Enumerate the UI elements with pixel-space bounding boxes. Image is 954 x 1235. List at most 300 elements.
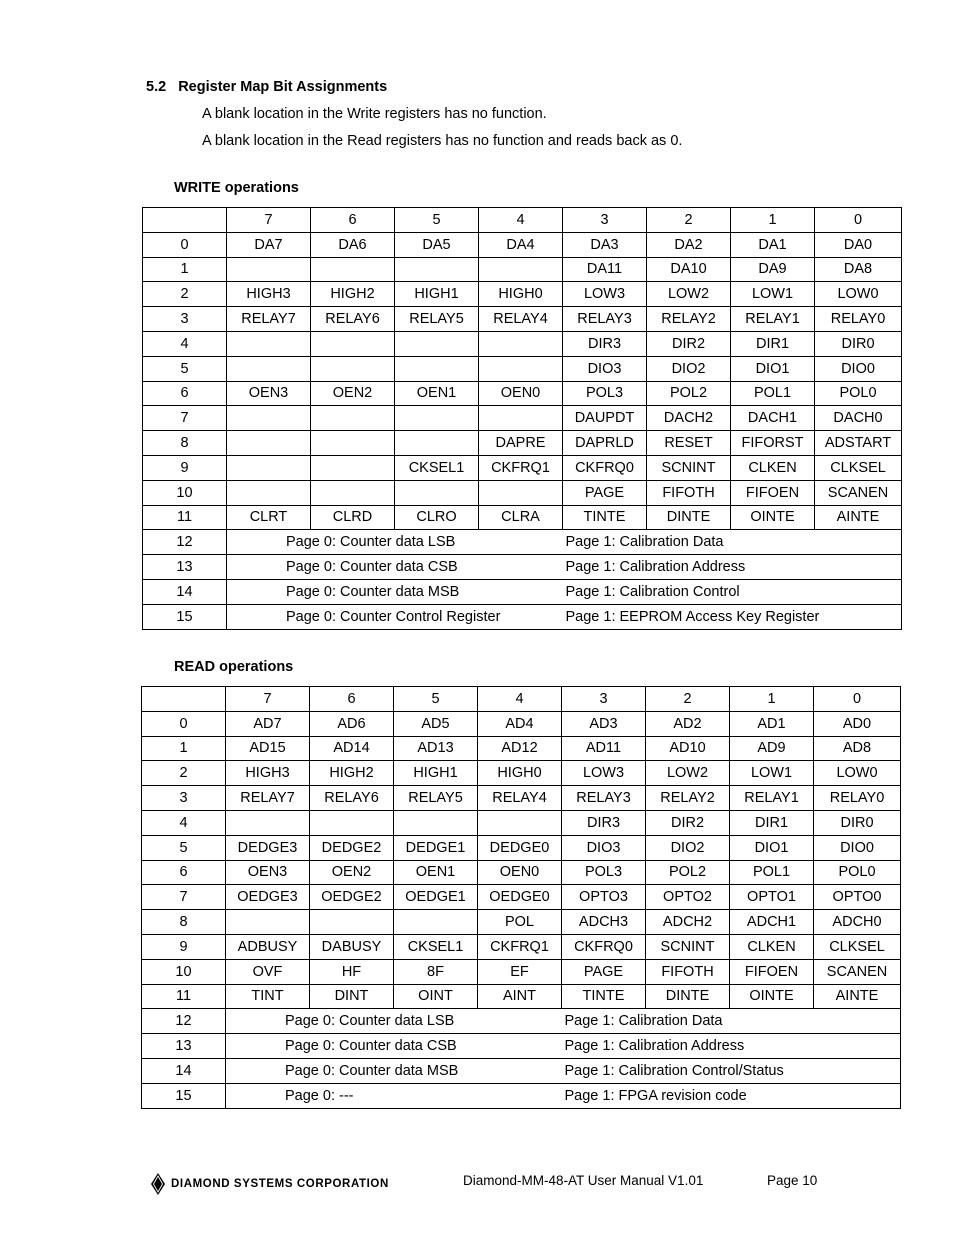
bit-name-cell: ADCH3 — [562, 910, 646, 935]
register-number-cell: 7 — [142, 885, 226, 910]
register-number-cell: 1 — [142, 736, 226, 761]
page-0-description-cell: Page 0: Counter data CSB — [226, 1034, 562, 1059]
bit-name-cell: DAPRE — [479, 431, 563, 456]
bit-name-cell: CLRD — [311, 505, 395, 530]
bit-name-cell: TINT — [226, 984, 310, 1009]
bit-name-cell: FIFOTH — [646, 959, 730, 984]
register-number-cell: 5 — [143, 356, 227, 381]
bit-name-cell: DABUSY — [310, 934, 394, 959]
bit-name-cell: RELAY3 — [562, 786, 646, 811]
bit-name-cell: ADSTART — [815, 431, 902, 456]
page-1-description-cell: Page 1: FPGA revision code — [562, 1083, 901, 1108]
bit-name-cell: CLRA — [479, 505, 563, 530]
bit-header-cell: 4 — [479, 208, 563, 233]
page-1-description-cell: Page 1: Calibration Data — [563, 530, 902, 555]
bit-name-cell: RELAY2 — [646, 786, 730, 811]
bit-name-cell — [227, 257, 311, 282]
bit-name-cell: DINTE — [647, 505, 731, 530]
bit-name-cell: OEN1 — [394, 860, 478, 885]
bit-name-cell — [394, 810, 478, 835]
register-number-cell: 0 — [143, 232, 227, 257]
page-number: Page 10 — [767, 1173, 818, 1188]
register-number-cell: 10 — [142, 959, 226, 984]
bit-name-cell — [394, 910, 478, 935]
bit-name-cell: CKFRQ0 — [562, 934, 646, 959]
manual-title: Diamond-MM-48-AT User Manual V1.01 — [463, 1173, 704, 1188]
register-number-cell: 3 — [143, 307, 227, 332]
bit-name-cell: FIFOTH — [647, 480, 731, 505]
page-1-description-cell: Page 1: Calibration Address — [562, 1034, 901, 1059]
bit-name-cell: AD9 — [730, 736, 814, 761]
bit-name-cell — [311, 406, 395, 431]
bit-name-cell: DA5 — [395, 232, 479, 257]
bit-name-cell: CKSEL1 — [395, 455, 479, 480]
bit-name-cell: OEN0 — [479, 381, 563, 406]
bit-name-cell: DA2 — [647, 232, 731, 257]
bit-name-cell — [310, 910, 394, 935]
table-row — [142, 1058, 901, 1083]
table-row — [143, 579, 902, 604]
bit-name-cell: POL1 — [730, 860, 814, 885]
table-row — [142, 810, 901, 835]
bit-name-cell: DEDGE1 — [394, 835, 478, 860]
register-number-cell: 2 — [142, 761, 226, 786]
table-row — [143, 406, 902, 431]
table-row — [142, 711, 901, 736]
bit-header-cell: 6 — [311, 208, 395, 233]
write-operations-heading: WRITE operations — [174, 180, 299, 196]
bit-name-cell — [227, 431, 311, 456]
bit-name-cell: DACH2 — [647, 406, 731, 431]
register-number-cell: 4 — [142, 810, 226, 835]
bit-name-cell — [311, 455, 395, 480]
table-row — [142, 761, 901, 786]
bit-name-cell: OEN0 — [478, 860, 562, 885]
bit-name-cell — [479, 406, 563, 431]
bit-name-cell: DIO0 — [814, 835, 901, 860]
bit-name-cell: POL0 — [815, 381, 902, 406]
bit-name-cell: AD12 — [478, 736, 562, 761]
bit-name-cell: HIGH3 — [227, 282, 311, 307]
header-corner-cell — [143, 208, 227, 233]
table-header-row — [143, 208, 902, 233]
table-row — [142, 984, 901, 1009]
bit-name-cell: POL3 — [563, 381, 647, 406]
bit-name-cell: DA11 — [563, 257, 647, 282]
bit-name-cell: OPTO3 — [562, 885, 646, 910]
bit-header-cell: 2 — [646, 687, 730, 712]
page-footer — [0, 1171, 954, 1201]
bit-name-cell: RELAY1 — [730, 786, 814, 811]
page-1-description-cell: Page 1: EEPROM Access Key Register — [563, 604, 902, 629]
bit-name-cell — [311, 356, 395, 381]
bit-name-cell — [395, 480, 479, 505]
table-row — [143, 232, 902, 257]
write-note: A blank location in the Write registers has no function. — [202, 106, 547, 122]
bit-name-cell — [395, 257, 479, 282]
bit-name-cell: OPTO2 — [646, 885, 730, 910]
bit-name-cell: PAGE — [563, 480, 647, 505]
bit-name-cell: AD2 — [646, 711, 730, 736]
bit-name-cell: DIO2 — [646, 835, 730, 860]
bit-header-cell: 1 — [731, 208, 815, 233]
register-number-cell: 2 — [143, 282, 227, 307]
bit-name-cell — [395, 406, 479, 431]
table-row — [143, 431, 902, 456]
bit-name-cell: DIO3 — [563, 356, 647, 381]
bit-name-cell — [479, 356, 563, 381]
bit-name-cell: HIGH0 — [479, 282, 563, 307]
bit-name-cell: SCNINT — [646, 934, 730, 959]
bit-name-cell: CKFRQ1 — [479, 455, 563, 480]
table-row — [142, 959, 901, 984]
bit-name-cell: DIR2 — [647, 331, 731, 356]
bit-name-cell: RELAY5 — [394, 786, 478, 811]
bit-name-cell — [479, 480, 563, 505]
bit-name-cell: AD15 — [226, 736, 310, 761]
bit-name-cell: LOW0 — [815, 282, 902, 307]
register-number-cell: 6 — [142, 860, 226, 885]
bit-name-cell: CLKEN — [731, 455, 815, 480]
table-row — [143, 530, 902, 555]
bit-name-cell: DIR1 — [730, 810, 814, 835]
bit-name-cell: OINTE — [731, 505, 815, 530]
table-row — [143, 604, 902, 629]
bit-name-cell: LOW3 — [562, 761, 646, 786]
register-number-cell: 14 — [143, 579, 227, 604]
bit-name-cell: RELAY4 — [478, 786, 562, 811]
bit-name-cell: OEDGE0 — [478, 885, 562, 910]
register-number-cell: 12 — [142, 1009, 226, 1034]
bit-name-cell: TINTE — [562, 984, 646, 1009]
bit-name-cell: HIGH2 — [310, 761, 394, 786]
bit-name-cell: OPTO1 — [730, 885, 814, 910]
register-number-cell: 8 — [142, 910, 226, 935]
register-number-cell: 13 — [142, 1034, 226, 1059]
bit-name-cell — [478, 810, 562, 835]
bit-name-cell: CLRT — [227, 505, 311, 530]
bit-name-cell: SCNINT — [647, 455, 731, 480]
bit-name-cell: TINTE — [563, 505, 647, 530]
bit-name-cell: CLKSEL — [814, 934, 901, 959]
section-number: 5.2 — [146, 79, 167, 95]
bit-name-cell: LOW3 — [563, 282, 647, 307]
page-0-description-cell: Page 0: Counter data LSB — [227, 530, 563, 555]
bit-name-cell: RELAY6 — [311, 307, 395, 332]
bit-name-cell — [479, 331, 563, 356]
register-number-cell: 9 — [142, 934, 226, 959]
bit-name-cell: AD5 — [394, 711, 478, 736]
page-0-description-cell: Page 0: --- — [226, 1083, 562, 1108]
table-row — [143, 505, 902, 530]
bit-name-cell: HIGH0 — [478, 761, 562, 786]
bit-name-cell: AD7 — [226, 711, 310, 736]
bit-name-cell: AINT — [478, 984, 562, 1009]
bit-name-cell: SCANEN — [814, 959, 901, 984]
bit-header-cell: 0 — [814, 687, 901, 712]
table-row — [142, 786, 901, 811]
bit-name-cell — [226, 910, 310, 935]
register-number-cell: 4 — [143, 331, 227, 356]
bit-name-cell: HIGH1 — [394, 761, 478, 786]
bit-name-cell: RELAY5 — [395, 307, 479, 332]
bit-name-cell: DIR3 — [563, 331, 647, 356]
bit-name-cell: OEN2 — [310, 860, 394, 885]
bit-name-cell: OVF — [226, 959, 310, 984]
bit-name-cell: FIFOEN — [731, 480, 815, 505]
bit-name-cell: LOW1 — [730, 761, 814, 786]
bit-name-cell: POL0 — [814, 860, 901, 885]
bit-name-cell — [227, 480, 311, 505]
bit-name-cell: POL2 — [646, 860, 730, 885]
bit-name-cell: LOW2 — [646, 761, 730, 786]
bit-name-cell — [310, 810, 394, 835]
table-row — [142, 910, 901, 935]
bit-name-cell: DA1 — [731, 232, 815, 257]
bit-name-cell — [479, 257, 563, 282]
page-1-description-cell: Page 1: Calibration Address — [563, 555, 902, 580]
bit-name-cell: RELAY0 — [814, 786, 901, 811]
bit-name-cell: AD10 — [646, 736, 730, 761]
bit-name-cell: DA0 — [815, 232, 902, 257]
bit-name-cell: CKFRQ0 — [563, 455, 647, 480]
bit-name-cell: ADCH0 — [814, 910, 901, 935]
bit-name-cell: DA8 — [815, 257, 902, 282]
bit-name-cell: DA4 — [479, 232, 563, 257]
bit-name-cell: DIR1 — [731, 331, 815, 356]
bit-name-cell: AD8 — [814, 736, 901, 761]
bit-name-cell: POL — [478, 910, 562, 935]
bit-header-cell: 5 — [395, 208, 479, 233]
bit-name-cell: DIR2 — [646, 810, 730, 835]
register-number-cell: 14 — [142, 1058, 226, 1083]
bit-name-cell: CLRO — [395, 505, 479, 530]
page-0-description-cell: Page 0: Counter data MSB — [227, 579, 563, 604]
bit-name-cell: DACH0 — [815, 406, 902, 431]
bit-name-cell: RELAY2 — [647, 307, 731, 332]
bit-name-cell: DACH1 — [731, 406, 815, 431]
table-row — [143, 331, 902, 356]
bit-name-cell: DIO1 — [730, 835, 814, 860]
bit-name-cell: OEN3 — [226, 860, 310, 885]
table-row — [142, 934, 901, 959]
table-row — [142, 885, 901, 910]
register-number-cell: 0 — [142, 711, 226, 736]
register-number-cell: 9 — [143, 455, 227, 480]
bit-header-cell: 7 — [227, 208, 311, 233]
bit-name-cell: AD1 — [730, 711, 814, 736]
register-number-cell: 5 — [142, 835, 226, 860]
bit-name-cell — [311, 480, 395, 505]
bit-name-cell: DINT — [310, 984, 394, 1009]
bit-header-cell: 2 — [647, 208, 731, 233]
bit-name-cell: POL1 — [731, 381, 815, 406]
bit-name-cell: OEN1 — [395, 381, 479, 406]
table-row — [143, 257, 902, 282]
page-1-description-cell: Page 1: Calibration Control — [563, 579, 902, 604]
bit-name-cell: DINTE — [646, 984, 730, 1009]
bit-name-cell: AD0 — [814, 711, 901, 736]
bit-name-cell: RELAY7 — [227, 307, 311, 332]
bit-name-cell: DIR3 — [562, 810, 646, 835]
bit-name-cell: DIR0 — [814, 810, 901, 835]
bit-name-cell: DA6 — [311, 232, 395, 257]
bit-header-cell: 4 — [478, 687, 562, 712]
table-row — [143, 282, 902, 307]
table-row — [143, 307, 902, 332]
table-row — [142, 736, 901, 761]
bit-header-cell: 3 — [563, 208, 647, 233]
bit-name-cell: AD3 — [562, 711, 646, 736]
table-row — [143, 381, 902, 406]
bit-header-cell: 1 — [730, 687, 814, 712]
bit-header-cell: 0 — [815, 208, 902, 233]
bit-name-cell: POL3 — [562, 860, 646, 885]
bit-name-cell: FIFOEN — [730, 959, 814, 984]
bit-name-cell: ADCH2 — [646, 910, 730, 935]
bit-name-cell: HIGH2 — [311, 282, 395, 307]
bit-name-cell: AD13 — [394, 736, 478, 761]
bit-name-cell: FIFORST — [731, 431, 815, 456]
register-number-cell: 12 — [143, 530, 227, 555]
bit-name-cell — [227, 356, 311, 381]
bit-name-cell — [227, 455, 311, 480]
table-row — [142, 860, 901, 885]
register-number-cell: 3 — [142, 786, 226, 811]
bit-name-cell: RELAY3 — [563, 307, 647, 332]
bit-name-cell: DIO3 — [562, 835, 646, 860]
page-1-description-cell: Page 1: Calibration Control/Status — [562, 1058, 901, 1083]
table-header-row — [142, 687, 901, 712]
bit-name-cell: AINTE — [814, 984, 901, 1009]
header-corner-cell — [142, 687, 226, 712]
bit-name-cell: AINTE — [815, 505, 902, 530]
bit-name-cell: CLKSEL — [815, 455, 902, 480]
register-number-cell: 7 — [143, 406, 227, 431]
table-row — [143, 455, 902, 480]
bit-header-cell: 3 — [562, 687, 646, 712]
company-name: DIAMOND SYSTEMS CORPORATION — [171, 1178, 389, 1190]
bit-name-cell: OPTO0 — [814, 885, 901, 910]
bit-name-cell: OINT — [394, 984, 478, 1009]
register-number-cell: 11 — [143, 505, 227, 530]
bit-name-cell: ADBUSY — [226, 934, 310, 959]
bit-name-cell — [395, 431, 479, 456]
bit-name-cell: SCANEN — [815, 480, 902, 505]
bit-name-cell: 8F — [394, 959, 478, 984]
bit-name-cell — [226, 810, 310, 835]
company-logo — [151, 1173, 389, 1195]
bit-name-cell: AD4 — [478, 711, 562, 736]
section-title: Register Map Bit Assignments — [178, 79, 388, 95]
bit-name-cell: DEDGE0 — [478, 835, 562, 860]
bit-name-cell: DA7 — [227, 232, 311, 257]
bit-name-cell: OEN3 — [227, 381, 311, 406]
bit-name-cell — [311, 331, 395, 356]
bit-name-cell: CKSEL1 — [394, 934, 478, 959]
bit-name-cell — [227, 331, 311, 356]
register-number-cell: 1 — [143, 257, 227, 282]
bit-name-cell — [227, 406, 311, 431]
bit-name-cell: LOW1 — [731, 282, 815, 307]
bit-name-cell: AD6 — [310, 711, 394, 736]
bit-name-cell — [395, 356, 479, 381]
bit-name-cell: DEDGE3 — [226, 835, 310, 860]
bit-name-cell: RELAY0 — [815, 307, 902, 332]
register-number-cell: 13 — [143, 555, 227, 580]
bit-name-cell: DAPRLD — [563, 431, 647, 456]
bit-header-cell: 6 — [310, 687, 394, 712]
table-row — [142, 835, 901, 860]
bit-name-cell: LOW2 — [647, 282, 731, 307]
bit-name-cell: DIO2 — [647, 356, 731, 381]
register-number-cell: 6 — [143, 381, 227, 406]
register-number-cell: 15 — [142, 1083, 226, 1108]
table-row — [142, 1083, 901, 1108]
bit-name-cell — [395, 331, 479, 356]
register-number-cell: 15 — [143, 604, 227, 629]
bit-name-cell: RELAY6 — [310, 786, 394, 811]
bit-name-cell: DIO0 — [815, 356, 902, 381]
table-row — [142, 1009, 901, 1034]
bit-name-cell: CKFRQ1 — [478, 934, 562, 959]
bit-header-cell: 5 — [394, 687, 478, 712]
bit-name-cell: RELAY7 — [226, 786, 310, 811]
bit-name-cell: DA3 — [563, 232, 647, 257]
bit-name-cell: OEDGE1 — [394, 885, 478, 910]
register-number-cell: 11 — [142, 984, 226, 1009]
bit-name-cell: DIO1 — [731, 356, 815, 381]
bit-name-cell: HF — [310, 959, 394, 984]
bit-name-cell: OINTE — [730, 984, 814, 1009]
bit-name-cell: CLKEN — [730, 934, 814, 959]
page-0-description-cell: Page 0: Counter data MSB — [226, 1058, 562, 1083]
table-row — [143, 555, 902, 580]
read-operations-heading: READ operations — [174, 659, 294, 675]
bit-name-cell: DIR0 — [815, 331, 902, 356]
bit-name-cell: ADCH1 — [730, 910, 814, 935]
bit-name-cell: RELAY4 — [479, 307, 563, 332]
bit-name-cell: HIGH1 — [395, 282, 479, 307]
bit-name-cell: DAUPDT — [563, 406, 647, 431]
table-row — [143, 356, 902, 381]
bit-name-cell: LOW0 — [814, 761, 901, 786]
register-number-cell: 10 — [143, 480, 227, 505]
bit-header-cell: 7 — [226, 687, 310, 712]
table-row — [142, 1034, 901, 1059]
bit-name-cell: EF — [478, 959, 562, 984]
page-0-description-cell: Page 0: Counter data CSB — [227, 555, 563, 580]
write-register-table — [142, 207, 902, 630]
bit-name-cell: OEDGE3 — [226, 885, 310, 910]
bit-name-cell: AD14 — [310, 736, 394, 761]
bit-name-cell: DA10 — [647, 257, 731, 282]
bit-name-cell: DEDGE2 — [310, 835, 394, 860]
bit-name-cell: PAGE — [562, 959, 646, 984]
bit-name-cell: RELAY1 — [731, 307, 815, 332]
read-note: A blank location in the Read registers has no function and reads back as 0. — [202, 133, 683, 149]
bit-name-cell: HIGH3 — [226, 761, 310, 786]
read-register-table — [141, 686, 901, 1109]
section-heading — [146, 79, 387, 95]
bit-name-cell — [311, 257, 395, 282]
bit-name-cell: DA9 — [731, 257, 815, 282]
bit-name-cell: OEDGE2 — [310, 885, 394, 910]
bit-name-cell: AD11 — [562, 736, 646, 761]
page-1-description-cell: Page 1: Calibration Data — [562, 1009, 901, 1034]
page-0-description-cell: Page 0: Counter data LSB — [226, 1009, 562, 1034]
bit-name-cell: POL2 — [647, 381, 731, 406]
